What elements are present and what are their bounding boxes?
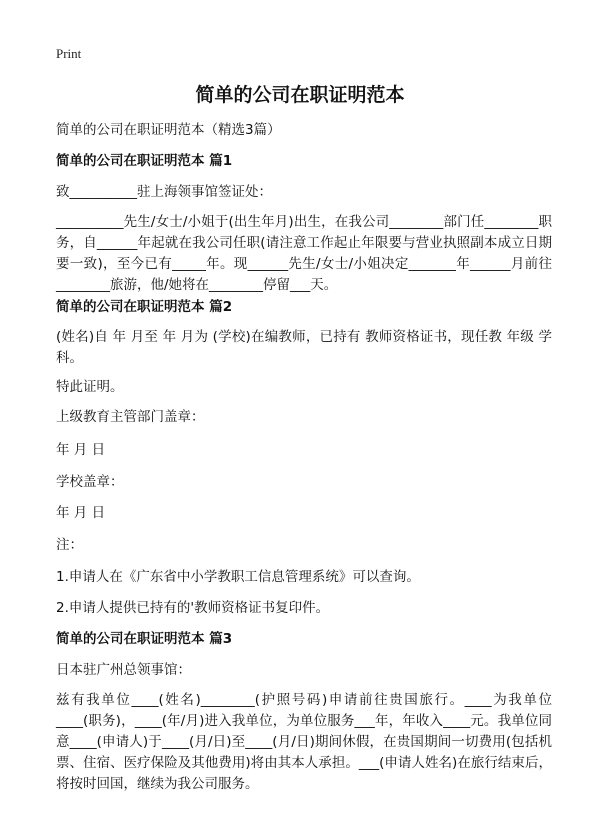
section-1-heading: 简单的公司在职证明范本 篇1 bbox=[56, 153, 233, 169]
section-1-addressee: 致__________驻上海领事馆签证处： bbox=[56, 184, 272, 200]
education-dept-seal-label: 上级教育主管部门盖章： bbox=[56, 409, 205, 425]
print-link[interactable]: Print bbox=[56, 46, 82, 61]
date-line: 年 月 日 bbox=[56, 505, 106, 521]
note-item: 1.申请人在《广东省中小学教职工信息管理系统》可以查询。 bbox=[56, 569, 420, 585]
note-item: 2.申请人提供已持有的'教师资格证书复印件。 bbox=[56, 600, 330, 616]
school-seal-label: 学校盖章： bbox=[56, 474, 124, 490]
document-subtitle: 简单的公司在职证明范本（精选3篇） bbox=[56, 122, 281, 138]
section-3-heading: 简单的公司在职证明范本 篇3 bbox=[56, 631, 233, 647]
section-2-body: (姓名)自 年 月至 年 月为 (学校)在编教师，已持有 教师资格证书，现任教 年级 学科。 bbox=[56, 329, 552, 366]
certify-statement: 特此证明。 bbox=[56, 379, 124, 395]
date-line: 年 月 日 bbox=[56, 442, 106, 458]
note-label: 注： bbox=[56, 537, 83, 553]
section-3-body: 兹有我单位____(姓名)________(护照号码)申请前往贵国旅行。____为我单位____(职务)，____(年/月)进入我单位，为单位服务___年，年收入____元。我单位同意____(申请人)于____(月/日)至____(月/日)期间休假，在贵国期间一切费用(包括机票、住宿、医疗保险及其他费用)将由其本人承担。___(申请人姓名)在旅行结束后，将按时回国，继续为我公司服务。 bbox=[56, 692, 552, 792]
section-2-heading: 简单的公司在职证明范本 篇2 bbox=[56, 299, 233, 315]
document-title: 简单的公司在职证明范本 bbox=[195, 84, 405, 106]
section-1-body: __________先生/女士/小姐于(出生年月)出生，在我公司________部门任________职务，自______年起就在我公司任职(请注意工作起止年限要与营业执照副本成立日期要一致)，至今已有_____年。现______先生/女士/小姐决定_______年______月前往________旅游，他/她将在________停留___天。 bbox=[56, 214, 552, 293]
section-3-addressee: 日本驻广州总领事馆： bbox=[56, 662, 191, 678]
